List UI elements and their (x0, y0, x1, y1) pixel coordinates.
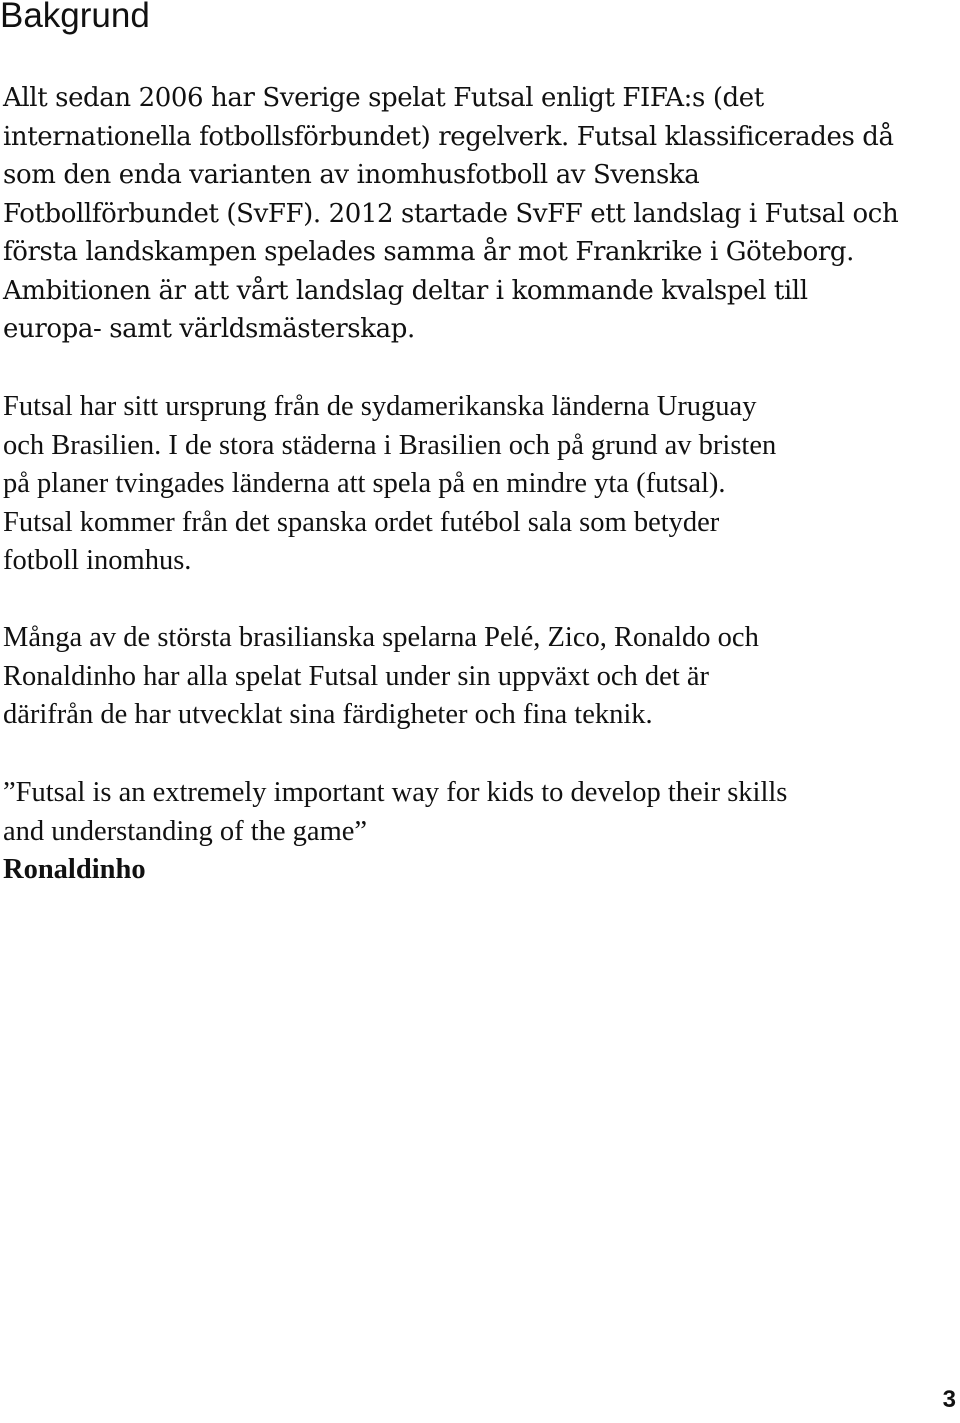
quote-line: and understanding of the game” (3, 815, 368, 847)
paragraph-line: och Brasilien. I de stora städerna i Brasilien och på grund av bristen (3, 429, 777, 461)
paragraph-line: europa- samt världsmästerskap. (3, 314, 415, 344)
quote-line: ”Futsal is an extremely important way for kids to develop their skills (3, 777, 788, 808)
paragraph-brazilian-players (3, 619, 955, 735)
section-heading: Bakgrund (0, 0, 150, 35)
paragraph-line: fotboll inomhus. (3, 545, 192, 576)
paragraph-line: Många av de största brasilianska spelarna Pelé, Zico, Ronaldo och (3, 622, 759, 653)
paragraph-line: Futsal har sitt ursprung från de sydamerikanska länderna Uruguay (3, 391, 757, 422)
paragraph-line: Futsal kommer från det spanska ordet futébol sala som betyder (3, 506, 720, 538)
paragraph-line: första landskampen spelades samma år mot Frankrike i Göteborg. (3, 237, 855, 267)
paragraph-line: Allt sedan 2006 har Sverige spelat Futsal enligt FIFA:s (det (3, 83, 764, 113)
paragraph-line: internationella fotbollsförbundet) regelverk. Futsal klassificerades då (3, 121, 894, 152)
paragraph-line: Fotbollförbundet (SvFF). 2012 startade SvFF ett landslag i Futsal och (3, 198, 899, 229)
paragraph-futsal-origin (3, 388, 955, 581)
paragraph-line: som den enda varianten av inomhusfotboll av Svenska (3, 160, 700, 190)
quote-block (3, 774, 955, 890)
paragraph-background-history (3, 79, 955, 349)
paragraph-line: Ambitionen är att vårt landslag deltar i kommande kvalspel till (3, 275, 808, 306)
page-number: 3 (942, 1386, 956, 1413)
paragraph-line: Ronaldinho har alla spelat Futsal under sin uppväxt och det är (3, 660, 710, 692)
quote-author: Ronaldinho (3, 854, 146, 885)
paragraph-line: på planer tvingades länderna att spela på en mindre yta (futsal). (3, 468, 726, 499)
paragraph-line: därifrån de har utvecklat sina färdigheter och fina teknik. (3, 699, 653, 730)
